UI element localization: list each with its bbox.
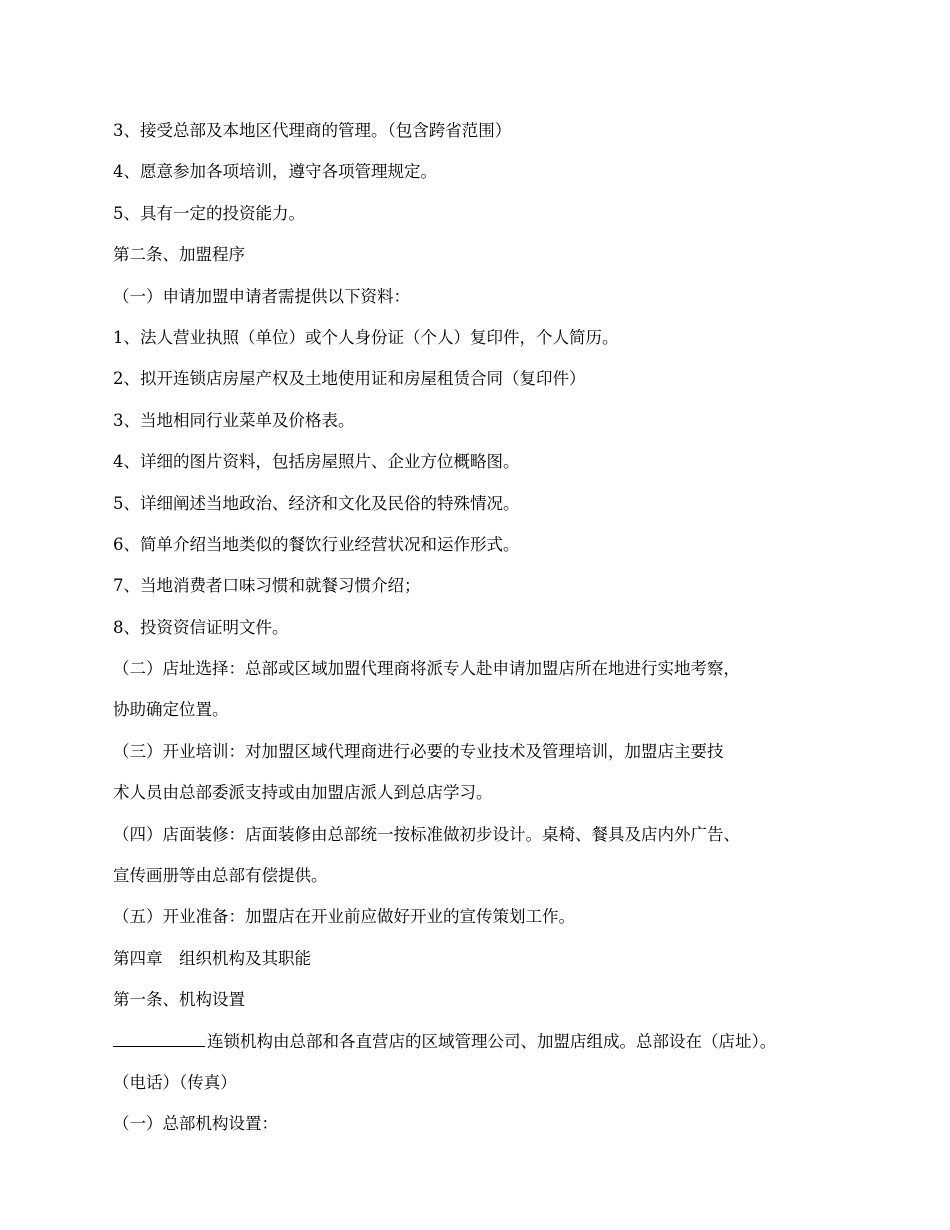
- list-item: 7、当地消费者口味习惯和就餐习惯介绍；: [113, 576, 421, 596]
- paragraph-line: （二）店址选择：总部或区域加盟代理商将派专人赴申请加盟店所在地进行实地考察，: [113, 659, 740, 679]
- section-heading: 第一条、机构设置: [113, 990, 245, 1010]
- paragraph-line: 术人员由总部委派支持或由加盟店派人到总店学习。: [113, 783, 493, 803]
- list-item: 2、拟开连锁店房屋产权及土地使用证和房屋租赁合同（复印件）: [113, 369, 586, 389]
- org-text: 连锁机构由总部和各直营店的区域管理公司、加盟店组成。总部设在（店址）。: [207, 1031, 777, 1051]
- org-line: [113, 1021, 843, 1062]
- contact-line: （电话）（传真）: [113, 1072, 237, 1092]
- list-item: 8、投资资信证明文件。: [113, 617, 289, 637]
- fill-in-blank: [113, 1045, 205, 1047]
- paragraph-line: 宣传画册等由总部有偿提供。: [113, 866, 328, 886]
- list-item: 6、简单介绍当地类似的餐饮行业经营状况和运作形式。: [113, 534, 520, 554]
- section-heading: 第二条、加盟程序: [113, 245, 245, 265]
- clause-line: 3、接受总部及本地区代理商的管理。（包含跨省范围）: [113, 121, 512, 140]
- list-item: 5、详细阐述当地政治、经济和文化及民俗的特殊情况。: [113, 493, 520, 513]
- paragraph-line: （三）开业培训：对加盟区域代理商进行必要的专业技术及管理培训，加盟店主要技: [113, 741, 724, 761]
- subsection-heading: （一）总部机构设置：: [113, 1114, 278, 1134]
- subsection-heading: （一）申请加盟申请者需提供以下资料：: [113, 286, 410, 306]
- list-item: 4、详细的图片资料，包括房屋照片、企业方位概略图。: [113, 452, 520, 472]
- chapter-heading: 第四章 组织机构及其职能: [113, 948, 311, 968]
- paragraph-line: （四）店面装修：店面装修由总部统一按标准做初步设计。桌椅、餐具及店内外广告、: [113, 824, 740, 844]
- document-body: [113, 110, 843, 1145]
- list-item: 1、法人营业执照（单位）或个人身份证（个人）复印件，个人简历。: [113, 327, 619, 347]
- clause-line: 4、愿意参加各项培训，遵守各项管理规定。: [113, 162, 437, 182]
- paragraph-line: （五）开业准备：加盟店在开业前应做好开业的宣传策划工作。: [113, 907, 575, 927]
- clause-line: 5、具有一定的投资能力。: [113, 203, 305, 223]
- paragraph-line: 协助确定位置。: [113, 700, 229, 720]
- list-item: 3、当地相同行业菜单及价格表。: [113, 410, 355, 430]
